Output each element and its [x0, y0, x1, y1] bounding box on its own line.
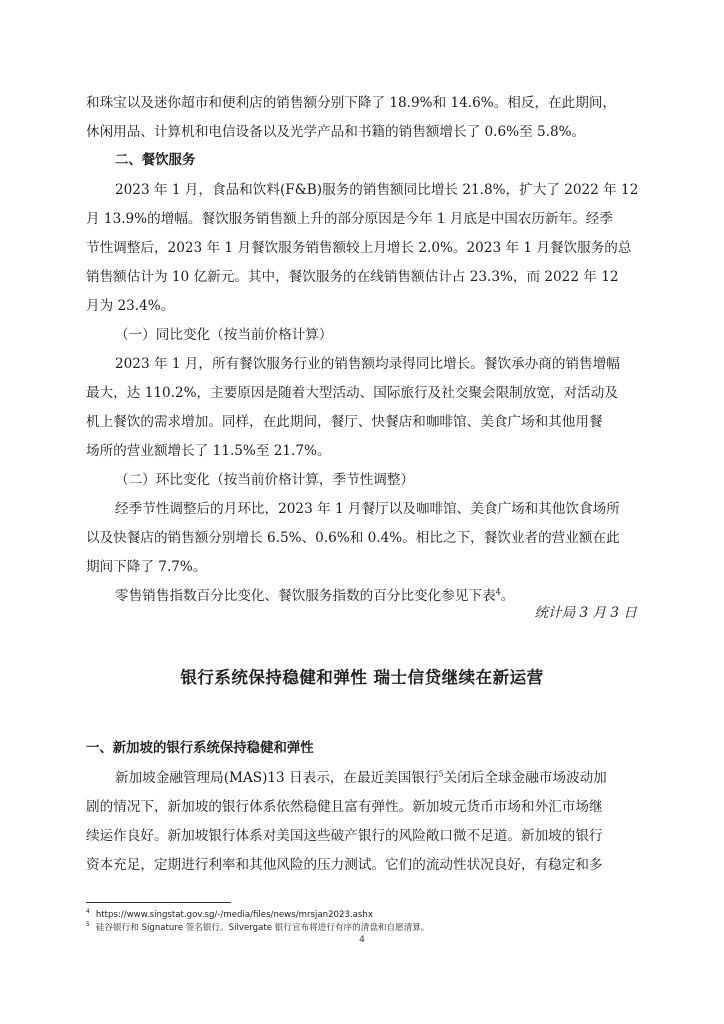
note-end: 。 [500, 588, 515, 604]
article-text: 新加坡金融管理局(MAS)13 日表示，在最近美国银行 [115, 770, 439, 786]
footnote [86, 921, 429, 933]
paragraph-line: 场所的营业额增长了 11.5%至 21.7%。 [86, 443, 331, 459]
article-title: 银行系统保持稳健和弹性 瑞士信贷继续在新运营 [180, 668, 544, 687]
note-text: 零售销售指数百分比变化、餐饮服务指数的百分比变化参见下表 [115, 588, 496, 604]
footnote-divider [86, 902, 231, 903]
paragraph-line: 以及快餐店的销售额分别增长 6.5%、0.6%和 0.4%。相比之下，餐饮业者的营业额在此 [86, 530, 620, 546]
note-line [115, 587, 638, 605]
paragraph-line: 2023 年 1 月，所有餐饮服务行业的销售额均录得同比增长。餐饮承办商的销售增幅 [115, 356, 620, 372]
footnote-ref: 5 [438, 769, 444, 779]
subheading-mom: （二）环比变化（按当前价格计算，季节性调整） [115, 472, 415, 488]
body-line: 和珠宝以及迷你超市和便利店的销售额分别下降了 18.9%和 14.6%。相反，在此期间， [86, 95, 617, 111]
footnote-text: 硅谷银行和 Signature 签名银行。Silvergate 银行宣布将进行有序的清盘和自愿清算。 [95, 923, 430, 933]
article-heading: 一、新加坡的银行系统保持稳健和弹性 [86, 741, 314, 756]
subheading-yoy: （一）同比变化（按当前价格计算） [115, 327, 333, 343]
footnote-link[interactable]: https://www.singstat.gov.sg/-/media/files/news/mrsjan2023.ashx [95, 909, 373, 920]
article-line [115, 769, 638, 787]
footnote [86, 908, 373, 920]
paragraph-line: 期间下降了 7.7%。 [86, 559, 207, 575]
section-heading-food: 二、餐饮服务 [115, 153, 196, 168]
article-line: 剧的情况下，新加坡的银行体系依然稳健且富有弹性。新加坡元货币市场和外汇市场继 [86, 799, 603, 815]
paragraph-line: 经季节性调整后的月环比，2023 年 1 月餐厅以及咖啡馆、美食广场和其他饮食场所 [115, 501, 620, 517]
signature: 统计局 3 月 3 日 [534, 605, 637, 621]
paragraph-line: 月为 23.4%。 [86, 298, 175, 314]
paragraph-line: 节性调整后，2023 年 1 月餐饮服务销售额较上月增长 2.0%。2023 年 1 月餐饮服务的总 [86, 240, 632, 256]
footnote-ref: 4 [495, 587, 501, 597]
body-line: 休闲用品、计算机和电信设备以及光学产品和书籍的销售额增长了 0.6%至 5.8%。 [86, 124, 586, 140]
footnote-number: 5 [86, 921, 90, 929]
paragraph-line: 月 13.9%的增幅。餐饮服务销售额上升的部分原因是今年 1 月底是中国农历新年。经季 [86, 211, 613, 227]
page-number: 4 [359, 935, 365, 945]
paragraph-line: 最大，达 110.2%，主要原因是随着大型活动、国际旅行及社交聚会限制放宽，对活动及 [86, 385, 618, 401]
footnote-number: 4 [86, 908, 90, 915]
paragraph-line: 销售额估计为 10 亿新元。其中，餐饮服务的在线销售额估计占 23.3%，而 2022 年 12 [86, 269, 619, 285]
article-line: 资本充足，定期进行利率和其他风险的压力测试。它们的流动性状况良好，有稳定和多 [86, 857, 603, 873]
paragraph-line: 2023 年 1 月，食品和饮料(F&B)服务的销售额同比增长 21.8%，扩大了 2022 年 12 [115, 182, 639, 198]
paragraph-line: 机上餐饮的需求增加。同样，在此期间，餐厅、快餐店和咖啡馆、美食广场和其他用餐 [86, 414, 603, 430]
article-line: 续运作良好。新加坡银行体系对美国这些破产银行的风险敞口微不足道。新加坡的银行 [86, 828, 603, 844]
article-text: 关闭后全球金融市场波动加 [443, 770, 607, 786]
